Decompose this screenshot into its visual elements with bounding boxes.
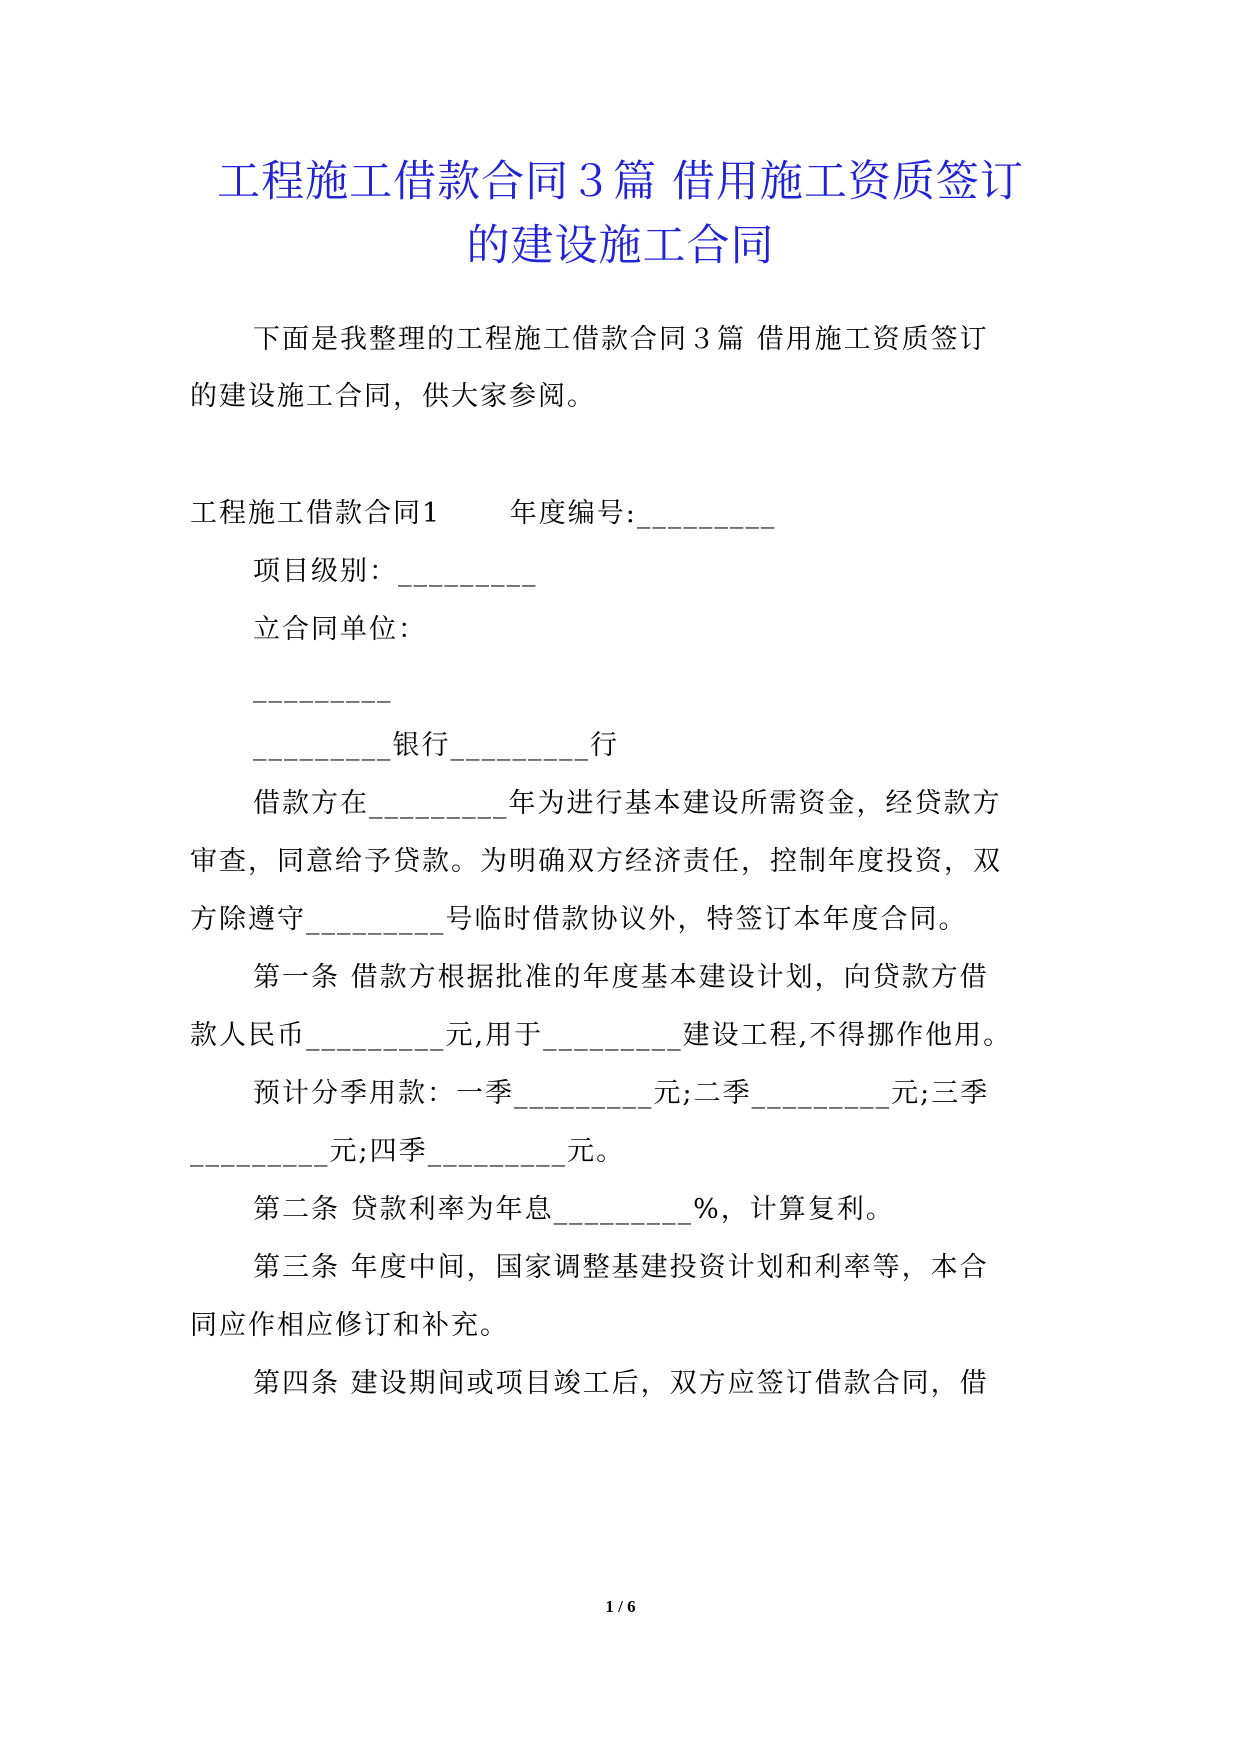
paragraph-line: 审查，同意给予贷款。为明确双方经济责任，控制年度投资，双 (190, 846, 1002, 877)
contract-parties-label: 立合同单位： (253, 614, 427, 645)
party-blank-line: _________ (253, 672, 393, 703)
title-line-1: 工程施工借款合同３篇 借用施工资质签订 (217, 157, 1024, 207)
contract-heading-line: 工程施工借款合同1 年度编号:_________ (190, 498, 777, 529)
project-level-line: 项目级别：_________ (253, 556, 538, 587)
article-1-line: 第一条 借款方根据批准的年度基本建设计划，向贷款方借 (253, 962, 989, 993)
paragraph-line: 借款方在_________年为进行基本建设所需资金，经贷款方 (253, 788, 1002, 819)
title-line-2: 的建设施工合同 (466, 221, 775, 271)
paragraph-line: 方除遵守_________号临时借款协议外，特签订本年度合同。 (190, 904, 968, 935)
intro-line-1: 下面是我整理的工程施工借款合同３篇 借用施工资质签订 (253, 324, 989, 355)
quarterly-plan-line: 预计分季用款：一季_________元;二季_________元;三季 (253, 1078, 990, 1109)
article-4-line: 第四条 建设期间或项目竣工后，双方应签订借款合同，借 (253, 1368, 989, 1399)
page-number: 1 / 6 (605, 1597, 636, 1616)
article-1-line: 款人民币_________元,用于_________建设工程,不得挪作他用。 (190, 1020, 1013, 1051)
document-title (160, 150, 1081, 278)
quarterly-plan-line: _________元;四季_________元。 (190, 1136, 626, 1167)
article-2-line: 第二条 贷款利率为年息_________%，计算复利。 (253, 1194, 895, 1225)
article-3-line: 同应作相应修订和补充。 (190, 1310, 509, 1341)
bank-line: _________银行_________行 (253, 730, 619, 761)
article-3-line: 第三条 年度中间，国家调整基建投资计划和利率等，本合 (253, 1252, 989, 1283)
intro-line-2: 的建设施工合同，供大家参阅。 (190, 381, 596, 412)
